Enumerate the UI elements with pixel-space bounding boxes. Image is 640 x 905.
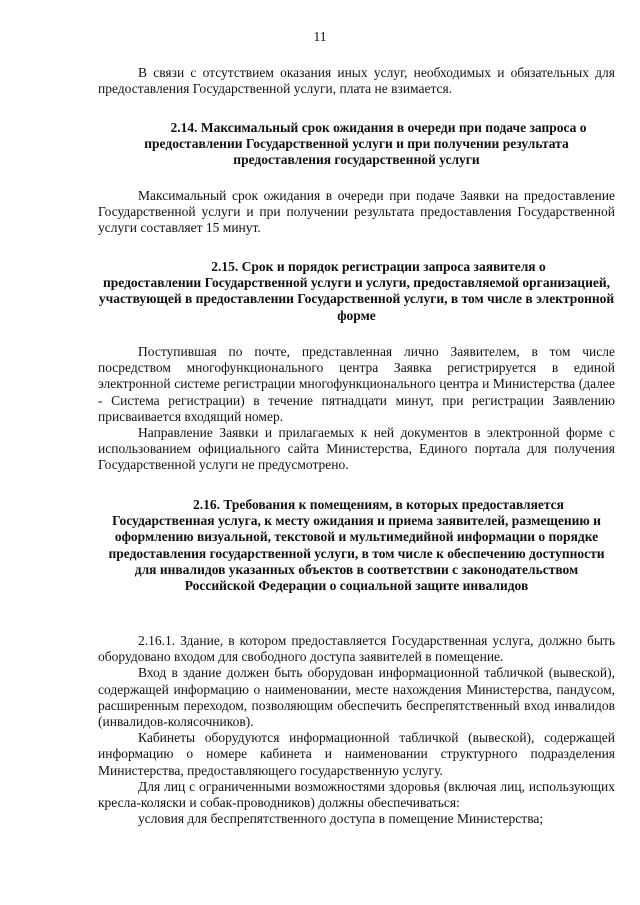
intro-paragraph: В связи с отсутствием оказания иных услуг, необходимых и обязательных для предоставления Государственной услуги, плата не взимается. [98,65,615,97]
section-2-15-paragraph-1: Поступившая по почте, представленная лично Заявителем, в том числе посредством многофункционального центра Заявка регистрируется в единой электронной системе регистрации многофункционального центра и Министерства (далее - Система регистрации) в течение пятнадцати минут, при регистрации Заявлению присваивается входящий номер. [98,344,615,424]
section-2-16-paragraph-4: Для лиц с ограниченными возможностями здоровья (включая лиц, использующих кресла-коляски и собак-проводников) должны обеспечиваться: [98,778,615,811]
section-2-16-heading-line1: 2.16. Требования к помещениям, в которых предоставляется [193,497,564,512]
section-2-15-paragraph-2: Направление Заявки и прилагаемых к ней документов в электронной форме с использованием официального сайта Министерства, Единого портала для получения Государственной услуги не предусмотрено. [98,425,615,473]
section-2-14-heading-rest: предоставлении Государственной услуги и при получении результата предоставления государственной услуги [144,136,569,168]
section-2-14-heading [98,120,615,169]
section-2-16-heading [98,497,615,594]
section-2-15-heading-rest: предоставлении Государственной услуги и услуги, предоставляемой организацией, участвующей в предоставлении Государственной услуги, в том числе в электронной форме [98,275,615,323]
intro-section [98,65,615,97]
section-2-14-heading-line1: 2.14. Максимальный срок ожидания в очереди при подаче запроса о [170,120,587,135]
page-number: 11 [313,29,327,44]
section-2-16-paragraph-3: Кабинеты оборудуются информационной табличкой (вывеской), содержащей информацию о номере кабинета и наименовании структурного подразделения Министерства, предоставляющего государственную услугу. [98,730,615,778]
section-2-15-body [98,344,615,474]
section-2-16-paragraph-1: 2.16.1. Здание, в котором предоставляется Государственная услуга, должно быть оборудовано входом для свободного доступа заявителей в помещение. [98,633,615,665]
section-2-16-paragraph-2: Вход в здание должен быть оборудован информационной табличкой (вывеской), содержащей информацию о наименовании, месте нахождения Министерства, пандусом, расширенным переходом, позволяющим обеспечить беспрепятственный вход инвалидов (инвалидов-колясочников). [98,665,615,730]
section-2-16-body [98,633,615,827]
section-2-15-heading [98,259,615,324]
section-2-14-body [98,188,615,237]
section-2-15-heading-line1: 2.15. Срок и порядок регистрации запроса заявителя о [211,259,546,274]
section-2-16-paragraph-5: условия для беспрепятственного доступа в помещение Министерства; [138,811,544,827]
section-2-14-paragraph-1: Максимальный срок ожидания в очереди при подаче Заявки на предоставление Государственной услуги и при получении результата предоставления Государственной услуги составляет 15 минут. [98,188,615,236]
section-2-16-heading-rest: Государственная услуга, к месту ожидания и приема заявителей, размещению и оформлению визуальной, текстовой и мультимедийной информации о порядке предоставления государственной услуги, в том числе к обеспечению доступности для инвалидов указанных объектов в соответствии с законодательством Российской Федерации о социальной защите инвалидов [108,513,605,594]
